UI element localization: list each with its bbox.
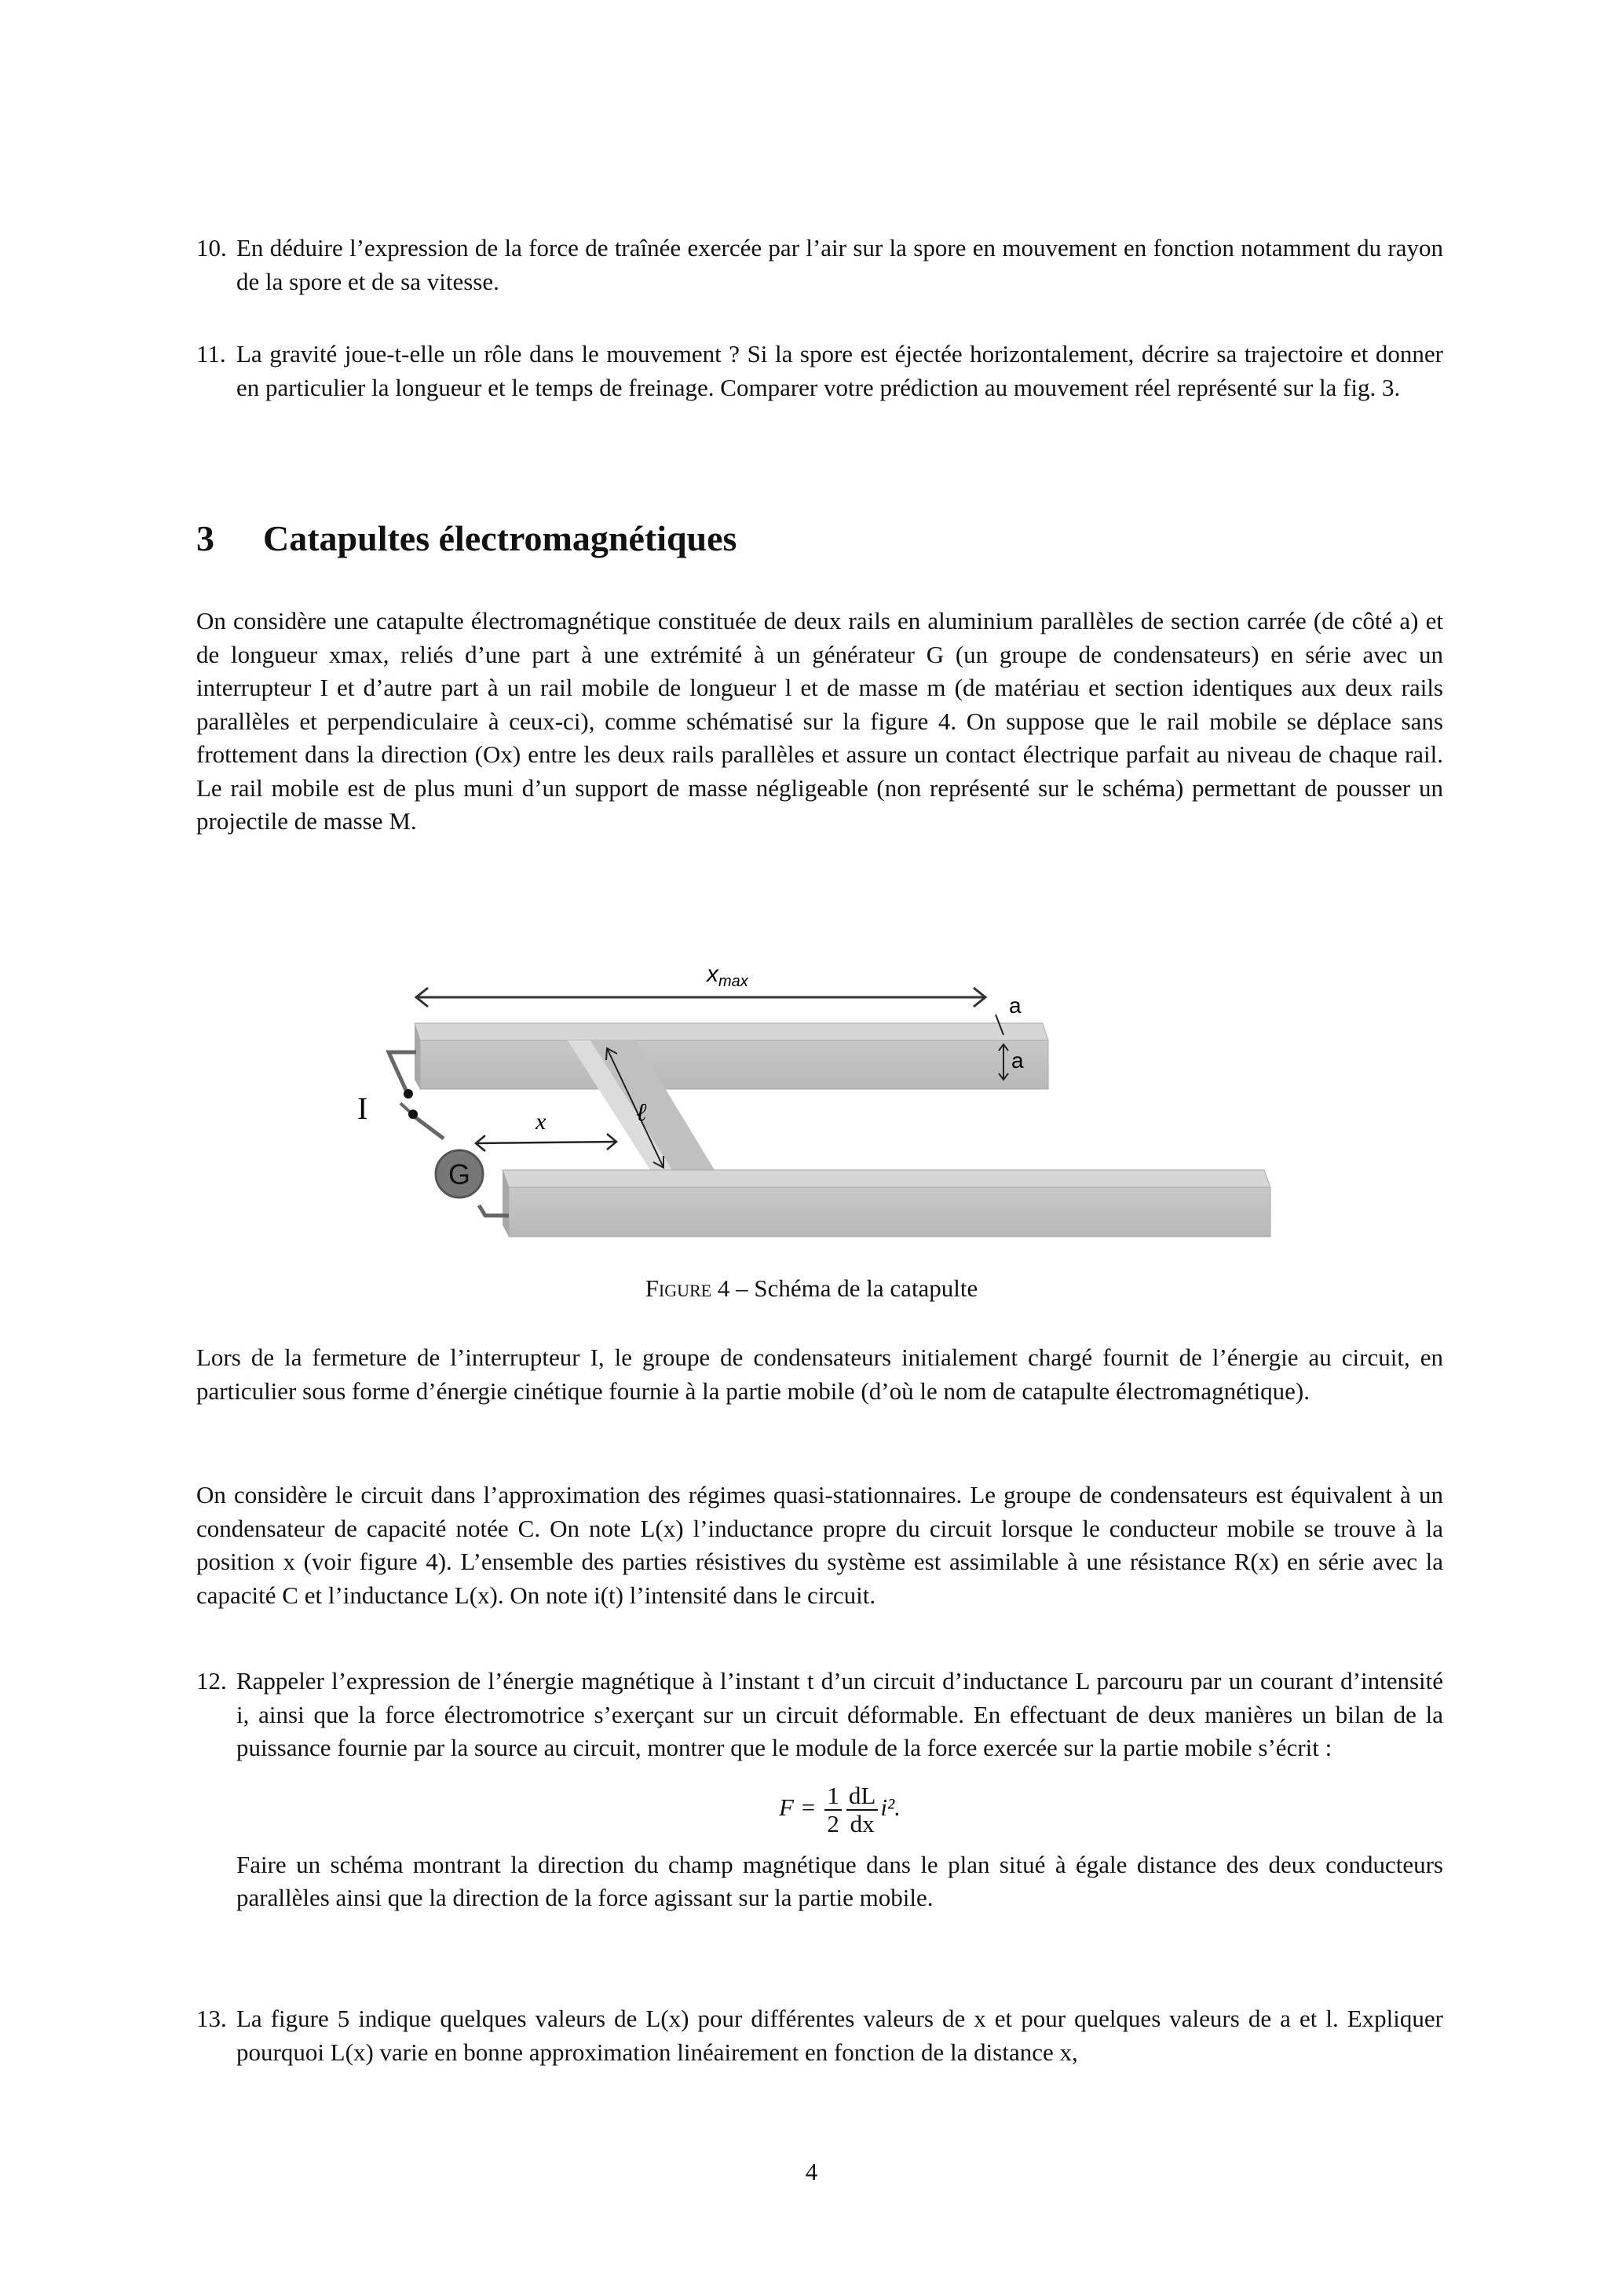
item-number: 10. [196, 234, 227, 261]
section-title: Catapultes électromagnétiques [263, 518, 737, 558]
xmax-arrow [416, 988, 985, 1007]
item-text: Rappeler l’expression de l’énergie magnétique à l’instant t d’un circuit d’inductance L parcouru par un courant d’intensité i, ainsi que la force électromotrice s’exerçant sur un circuit déformable. En effectuant de deux manières un bilan de la puissance fournie par la source au circuit, montrer que le module de la force exercée sur la partie mobile s’écrit : [236, 1667, 1443, 1761]
item-text: La gravité joue-t-elle un rôle dans le mouvement ? Si la spore est éjectée horizontalement, décrire sa trajectoire et donner en particulier la longueur et le temps de freinage. Comparer votre prédiction au mouvement réel représenté sur la fig. 3. [236, 340, 1443, 401]
item-number: 12. [196, 1667, 227, 1695]
section-number: 3 [196, 518, 214, 558]
switch-label: I [357, 1091, 368, 1126]
item-text-after: Faire un schéma montrant la direction du champ magnétique dans le plan situé à égale distance des deux conducteurs parallèles ainsi que la direction de la force agissant sur la partie mobile. [236, 1850, 1443, 1911]
x-arrow [476, 1134, 616, 1151]
l-label: ℓ [636, 1098, 647, 1126]
item-text: En déduire l’expression de la force de traînée exercée par l’air sur la spore en mouvement en fonction notamment du rayon de la spore et de sa vitesse. [236, 234, 1443, 295]
a-label-top: a [1009, 993, 1022, 1018]
x-label: x [536, 1109, 546, 1135]
switch-icon [400, 1103, 410, 1112]
item-number: 11. [196, 340, 226, 367]
question-12 [196, 1665, 1443, 1915]
paragraph-1: Lors de la fermeture de l’interrupteur I, le groupe de condensateurs initialement chargé fournit de l’énergie au circuit, en particulier sous forme d’énergie cinétique fournie à la partie mobile (d’où le nom de catapulte électromagnétique). [196, 1344, 1443, 1405]
question-11 [196, 338, 1443, 404]
intro-paragraph: On considère une catapulte électromagnétique constituée de deux rails en aluminium parallèles de section carrée (de côté a) et de longueur xmax, reliés d’une part à une extrémité à un générateur G (un groupe de condensateurs) en série avec un interrupteur I et d’autre part à un rail mobile de longueur l et de masse m (de matériau et section identiques aux deux rails parallèles et perpendiculaire à ceux-ci), comme schématisé sur la figure 4. On suppose que le rail mobile se déplace sans frottement dans la direction (Ox) entre les deux rails parallèles et assure un contact électrique parfait au niveau de chaque rail. Le rail mobile est de plus muni d’un support de masse négligeable (non représenté sur le schéma) permettant de pousser un projectile de masse M. [196, 607, 1443, 835]
a-label-side: a [1011, 1048, 1024, 1073]
force-equation: F = $\frac{1}{2}$ $\frac{dL}{dx}$ i². [779, 1781, 901, 1837]
catapult-figure [357, 934, 1303, 1249]
generator-label: G [448, 1158, 471, 1190]
item-number: 13. [196, 2005, 227, 2032]
top-rail [415, 1023, 1048, 1089]
question-13 [196, 2002, 1443, 2069]
xmax-label: $x_{max}$ [707, 961, 748, 990]
section-heading [196, 518, 737, 558]
paragraph-2: On considère le circuit dans l’approximation des régimes quasi-stationnaires. Le groupe de condensateurs est équivalent à un condensateur de capacité notée C. On note L(x) l’inductance propre du circuit lorsque le conducteur mobile se trouve à la position x (voir figure 4). L’ensemble des parties résistives du système est assimilable à une résistance R(x) en série avec la capacité C et l’inductance L(x). On note i(t) l’intensité dans le circuit. [196, 1481, 1443, 1609]
bottom-rail [503, 1170, 1270, 1237]
figure-caption: Figure 4 – Schéma de la catapulte [645, 1274, 978, 1302]
question-10 [196, 232, 1443, 298]
item-text: La figure 5 indique quelques valeurs de L(x) pour différentes valeurs de x et pour quelques valeurs de a et l. Expliquer pourquoi L(x) varie en bonne approximation linéairement en fonction de la distance x, [236, 2005, 1443, 2066]
page-number: 4 [805, 2158, 818, 2185]
